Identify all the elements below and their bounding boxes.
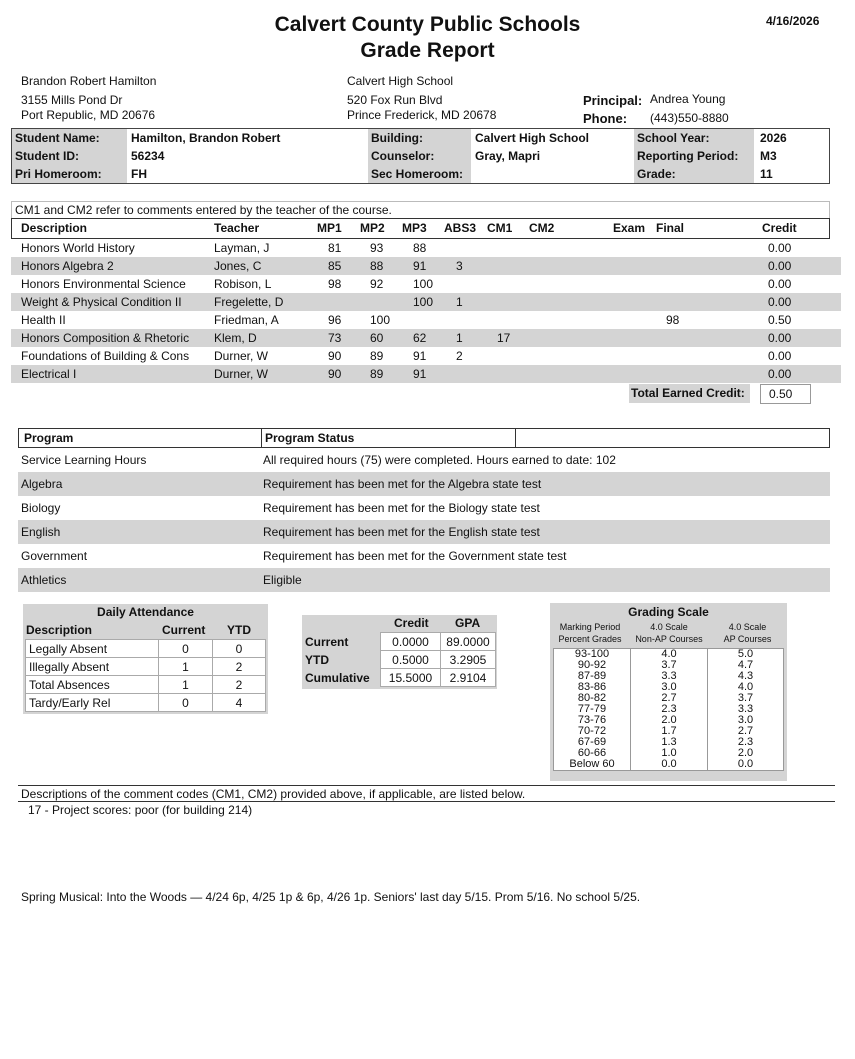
grade-non-ap: 1.0 <box>631 748 708 759</box>
program-row <box>18 496 830 520</box>
course-mp2: 92 <box>370 277 384 291</box>
attendance-description: Tardy/Early Rel <box>26 694 159 712</box>
grade-value: 11 <box>760 167 773 181</box>
counselor-value: Gray, Mapri <box>475 149 541 163</box>
grade-non-ap: 2.3 <box>631 704 708 715</box>
gpa-label-current: Current <box>305 635 349 649</box>
course-mp1: 98 <box>328 277 342 291</box>
comments-divider-bottom <box>18 801 835 802</box>
course-row <box>11 311 841 329</box>
course-row <box>11 293 841 311</box>
course-description: Honors Environmental Science <box>21 277 186 291</box>
school-year-value: 2026 <box>760 131 787 145</box>
program-name: Algebra <box>21 477 63 491</box>
course-note-box <box>11 201 830 218</box>
course-teacher: Friedman, A <box>214 313 279 327</box>
building-label: Building: <box>368 129 471 147</box>
school-name: Calvert High School <box>347 74 454 88</box>
attendance-title: Daily Attendance <box>97 605 194 619</box>
program-row <box>18 472 830 496</box>
col-credit: Credit <box>762 221 797 235</box>
grade-range: 80-82 <box>554 693 631 704</box>
attendance-col-current: Current <box>162 623 206 637</box>
principal-label: Principal: <box>583 93 643 108</box>
course-row <box>11 347 841 365</box>
col-mp2: MP2 <box>360 221 385 235</box>
attendance-description: Total Absences <box>26 676 159 694</box>
gpa-credit: 0.5000 <box>381 651 441 669</box>
total-credit-value: 0.50 <box>760 384 811 404</box>
course-mp2: 93 <box>370 241 384 255</box>
grade-ap: 2.7 <box>708 726 784 737</box>
grade-ap: 3.7 <box>708 693 784 704</box>
course-mp1: 73 <box>328 331 342 345</box>
course-abs3: 1 <box>456 295 463 309</box>
course-credit: 0.00 <box>768 367 792 381</box>
pri-homeroom-value: FH <box>131 167 147 181</box>
col-program-status: Program Status <box>265 431 355 445</box>
column-divider <box>515 429 516 447</box>
student-address-city: Port Republic, MD 20676 <box>21 108 156 122</box>
course-teacher: Robison, L <box>214 277 272 291</box>
attendance-description: Illegally Absent <box>26 658 159 676</box>
program-row <box>18 544 830 568</box>
course-teacher: Fregelette, D <box>214 295 284 309</box>
attendance-description: Legally Absent <box>26 640 159 658</box>
course-mp3: 91 <box>413 259 427 273</box>
course-teacher: Durner, W <box>214 349 269 363</box>
course-description: Electrical I <box>21 367 77 381</box>
grade-range: 93-100 <box>554 649 631 661</box>
student-address-name: Brandon Robert Hamilton <box>21 74 157 88</box>
col-cm1: CM1 <box>487 221 513 235</box>
gpa-value: 3.2905 <box>441 651 496 669</box>
grading-scale-col1-line2: Percent Grades <box>558 634 622 644</box>
gpa-credit: 0.0000 <box>381 633 441 651</box>
course-mp1: 90 <box>328 367 342 381</box>
program-status: Requirement has been met for the Biology state test <box>263 501 540 515</box>
grading-scale-row <box>554 759 784 771</box>
grade-ap: 5.0 <box>708 649 784 661</box>
course-mp2: 100 <box>370 313 391 327</box>
grade-non-ap: 3.7 <box>631 660 708 671</box>
grading-scale-panel <box>550 603 787 781</box>
grade-ap: 2.0 <box>708 748 784 759</box>
course-mp2: 60 <box>370 331 384 345</box>
grade-label: Grade: <box>634 165 754 183</box>
total-credit-label: Total Earned Credit: <box>629 384 750 403</box>
col-mp1: MP1 <box>317 221 342 235</box>
col-mp3: MP3 <box>402 221 427 235</box>
course-description: Foundations of Building & Cons <box>21 349 190 363</box>
program-status: Requirement has been met for the Algebra state test <box>263 477 542 491</box>
course-row <box>11 239 841 257</box>
course-mp2: 88 <box>370 259 384 273</box>
course-description: Honors Algebra 2 <box>21 259 114 273</box>
attendance-current: 1 <box>159 676 213 694</box>
school-year-label: School Year: <box>634 129 754 147</box>
reporting-period-label: Reporting Period: <box>634 147 754 165</box>
course-teacher: Durner, W <box>214 367 269 381</box>
course-credit: 0.00 <box>768 277 792 291</box>
course-abs3: 1 <box>456 331 463 345</box>
school-street: 520 Fox Run Blvd <box>347 93 443 107</box>
attendance-ytd: 0 <box>213 640 266 658</box>
course-description: Weight & Physical Condition II <box>21 295 182 309</box>
attendance-row <box>26 694 266 712</box>
grading-scale-table <box>553 648 784 771</box>
grading-scale-col3-line1: 4.0 Scale <box>728 622 767 632</box>
sec-homeroom-label: Sec Homeroom: <box>368 165 471 183</box>
building-value: Calvert High School <box>475 131 590 145</box>
course-credit: 0.00 <box>768 295 792 309</box>
course-teacher: Jones, C <box>214 259 262 273</box>
course-mp2: 89 <box>370 349 384 363</box>
program-table-header <box>18 428 830 448</box>
attendance-panel <box>23 604 268 714</box>
program-status: All required hours (75) were completed. Hours earned to date: 102 <box>263 453 616 467</box>
student-name-label: Student Name: <box>12 129 127 147</box>
course-mp3: 100 <box>413 277 434 291</box>
attendance-current: 0 <box>159 640 213 658</box>
attendance-ytd: 2 <box>213 658 266 676</box>
gpa-row <box>381 633 496 651</box>
grade-range: 83-86 <box>554 682 631 693</box>
gpa-col-gpa: GPA <box>455 616 481 630</box>
course-mp3: 91 <box>413 349 427 363</box>
gpa-panel <box>302 615 497 689</box>
grade-non-ap: 3.3 <box>631 671 708 682</box>
gpa-row <box>381 651 496 669</box>
course-credit: 0.00 <box>768 259 792 273</box>
gpa-label-cumulative: Cumulative <box>305 671 370 685</box>
comments-divider-top <box>18 785 835 786</box>
col-abs3: ABS3 <box>444 221 477 235</box>
col-exam: Exam <box>613 221 646 235</box>
course-table-header <box>11 218 830 239</box>
course-abs3: 2 <box>456 349 463 363</box>
grade-non-ap: 3.0 <box>631 682 708 693</box>
program-name: Biology <box>21 501 61 515</box>
program-status: Requirement has been met for the English state test <box>263 525 540 539</box>
grade-non-ap: 2.0 <box>631 715 708 726</box>
attendance-current: 0 <box>159 694 213 712</box>
grade-range: 67-69 <box>554 737 631 748</box>
report-date: 4/16/2026 <box>766 14 820 28</box>
pri-homeroom-label: Pri Homeroom: <box>12 165 127 183</box>
attendance-row <box>26 640 266 658</box>
grade-range: 73-76 <box>554 715 631 726</box>
phone-label: Phone: <box>583 111 628 126</box>
attendance-col-ytd: YTD <box>227 623 251 637</box>
school-city: Prince Frederick, MD 20678 <box>347 108 497 122</box>
course-final: 98 <box>666 313 680 327</box>
reporting-period-value: M3 <box>760 149 777 163</box>
program-row <box>18 568 830 592</box>
program-row <box>18 448 830 472</box>
announcement: Spring Musical: Into the Woods — 4/24 6p, 4/25 1p & 6p, 4/26 1p. Seniors' last day 5/15. Prom 5/16. No school 5/25. <box>21 890 641 904</box>
report-title: Grade Report <box>360 39 495 62</box>
comment-item: 17 - Project scores: poor (for building 214) <box>28 803 253 817</box>
attendance-row <box>26 676 266 694</box>
gpa-value: 2.9104 <box>441 669 496 687</box>
course-row <box>11 275 841 293</box>
course-credit: 0.50 <box>768 313 792 327</box>
student-id-label: Student ID: <box>12 147 127 165</box>
grade-range: 77-79 <box>554 704 631 715</box>
grade-ap: 3.0 <box>708 715 784 726</box>
grade-ap: 0.0 <box>708 759 784 771</box>
sec-homeroom-value <box>471 165 475 183</box>
student-id-value: 56234 <box>131 149 165 163</box>
grading-scale-col2-line2: Non-AP Courses <box>635 634 703 644</box>
course-teacher: Klem, D <box>214 331 257 345</box>
gpa-table <box>380 632 496 687</box>
course-row <box>11 257 841 275</box>
col-description: Description <box>21 221 88 235</box>
course-mp3: 100 <box>413 295 434 309</box>
comments-intro: Descriptions of the comment codes (CM1, CM2) provided above, if applicable, are listed below. <box>21 787 526 801</box>
phone-number: (443)550-8880 <box>650 111 729 125</box>
student-info-box <box>11 128 830 184</box>
gpa-row <box>381 669 496 687</box>
attendance-ytd: 4 <box>213 694 266 712</box>
course-credit: 0.00 <box>768 241 792 255</box>
grade-ap: 4.7 <box>708 660 784 671</box>
course-mp3: 91 <box>413 367 427 381</box>
grading-scale-title: Grading Scale <box>628 605 709 619</box>
col-teacher: Teacher <box>214 221 260 235</box>
gpa-credit: 15.5000 <box>381 669 441 687</box>
student-address-street: 3155 Mills Pond Dr <box>21 93 123 107</box>
grading-scale-col3-line2: AP Courses <box>723 634 772 644</box>
course-mp1: 81 <box>328 241 342 255</box>
student-name-value: Hamilton, Brandon Robert <box>131 131 281 145</box>
course-description: Honors World History <box>21 241 135 255</box>
grade-non-ap: 1.3 <box>631 737 708 748</box>
course-mp2: 89 <box>370 367 384 381</box>
program-name: Government <box>21 549 88 563</box>
course-cm1: 17 <box>497 331 511 345</box>
program-status: Eligible <box>263 573 302 587</box>
program-name: Athletics <box>21 573 67 587</box>
course-mp1: 96 <box>328 313 342 327</box>
grade-non-ap: 0.0 <box>631 759 708 771</box>
grade-range: 87-89 <box>554 671 631 682</box>
grade-range: 60-66 <box>554 748 631 759</box>
course-note: CM1 and CM2 refer to comments entered by the teacher of the course. <box>15 203 392 217</box>
course-mp3: 62 <box>413 331 427 345</box>
grade-range: Below 60 <box>554 759 631 771</box>
col-cm2: CM2 <box>529 221 555 235</box>
column-divider <box>261 429 262 447</box>
course-credit: 0.00 <box>768 349 792 363</box>
course-description: Health II <box>21 313 66 327</box>
grade-ap: 3.3 <box>708 704 784 715</box>
program-status: Requirement has been met for the Government state test <box>263 549 567 563</box>
principal-name: Andrea Young <box>650 92 726 106</box>
counselor-label: Counselor: <box>368 147 471 165</box>
course-mp1: 90 <box>328 349 342 363</box>
attendance-current: 1 <box>159 658 213 676</box>
gpa-label-ytd: YTD <box>305 653 329 667</box>
attendance-table <box>25 639 266 712</box>
grade-non-ap: 1.7 <box>631 726 708 737</box>
program-name: Service Learning Hours <box>21 453 147 467</box>
course-description: Honors Composition & Rhetoric <box>21 331 190 345</box>
grading-scale-col2-line1: 4.0 Scale <box>650 622 688 632</box>
course-mp3: 88 <box>413 241 427 255</box>
grading-scale-col1-line1: Marking Period <box>559 622 621 632</box>
course-row <box>11 365 841 383</box>
course-teacher: Layman, J <box>214 241 270 255</box>
grade-ap: 4.0 <box>708 682 784 693</box>
course-mp1: 85 <box>328 259 342 273</box>
gpa-value: 89.0000 <box>441 633 496 651</box>
report-title-district: Calvert County Public Schools <box>274 13 581 36</box>
course-abs3: 3 <box>456 259 463 273</box>
grade-range: 90-92 <box>554 660 631 671</box>
attendance-row <box>26 658 266 676</box>
col-program: Program <box>24 431 74 445</box>
grade-range: 70-72 <box>554 726 631 737</box>
col-final: Final <box>656 221 685 235</box>
grade-non-ap: 2.7 <box>631 693 708 704</box>
grade-ap: 2.3 <box>708 737 784 748</box>
course-credit: 0.00 <box>768 331 792 345</box>
program-name: English <box>21 525 61 539</box>
grade-non-ap: 4.0 <box>631 649 708 661</box>
program-row <box>18 520 830 544</box>
attendance-col-description: Description <box>26 623 93 637</box>
grade-ap: 4.3 <box>708 671 784 682</box>
gpa-col-credit: Credit <box>394 616 429 630</box>
attendance-ytd: 2 <box>213 676 266 694</box>
course-row <box>11 329 841 347</box>
